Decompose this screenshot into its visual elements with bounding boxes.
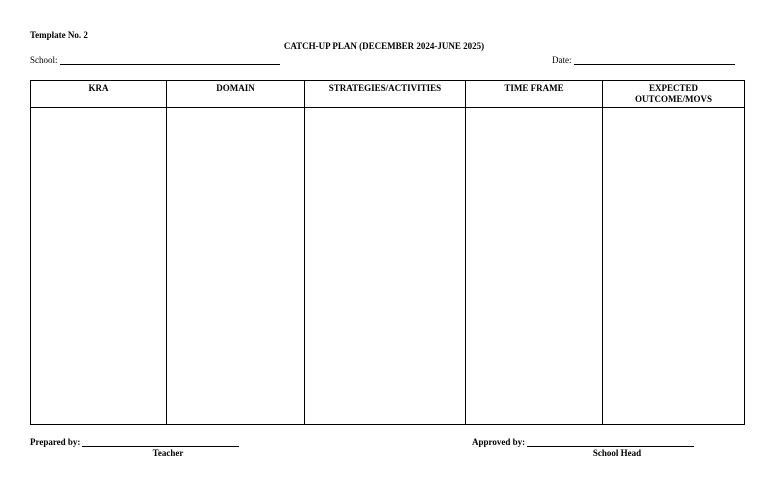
table-header-row [31, 81, 745, 108]
approved-by-role: School Head [592, 448, 642, 458]
cell-domain[interactable] [167, 108, 305, 425]
date-blank-line[interactable] [574, 55, 735, 65]
column-header-kra: KRA [31, 81, 167, 108]
table-row [31, 108, 745, 425]
approved-by-label: Approved by: [472, 437, 526, 447]
cell-strategies[interactable] [305, 108, 466, 425]
prepared-by-role: Teacher [152, 448, 184, 458]
school-field [30, 55, 280, 65]
date-label: Date: [552, 55, 572, 65]
school-label: School: [30, 55, 58, 65]
cell-time-frame[interactable] [466, 108, 603, 425]
cell-expected-outcome[interactable] [603, 108, 745, 425]
catch-up-plan-table [30, 80, 745, 425]
column-header-time-frame: TIME FRAME [466, 81, 603, 108]
prepared-by-block [30, 437, 248, 458]
column-header-expected-outcome [603, 81, 745, 108]
prepared-by-label: Prepared by: [30, 437, 81, 447]
cell-kra[interactable] [31, 108, 167, 425]
approved-by-line[interactable] [527, 437, 694, 447]
school-blank-line[interactable] [60, 55, 280, 65]
prepared-by-line[interactable] [82, 437, 239, 447]
expected-outcome-text: EXPECTED OUTCOME/MOVS [634, 83, 712, 104]
template-number: Template No. 2 [30, 30, 88, 40]
date-field [552, 55, 735, 65]
column-header-domain: DOMAIN [167, 81, 305, 108]
column-header-strategies: STRATEGIES/ACTIVITIES [305, 81, 466, 108]
document-title: CATCH-UP PLAN (DECEMBER 2024-JUNE 2025) [283, 41, 485, 51]
approved-by-block [472, 437, 702, 458]
